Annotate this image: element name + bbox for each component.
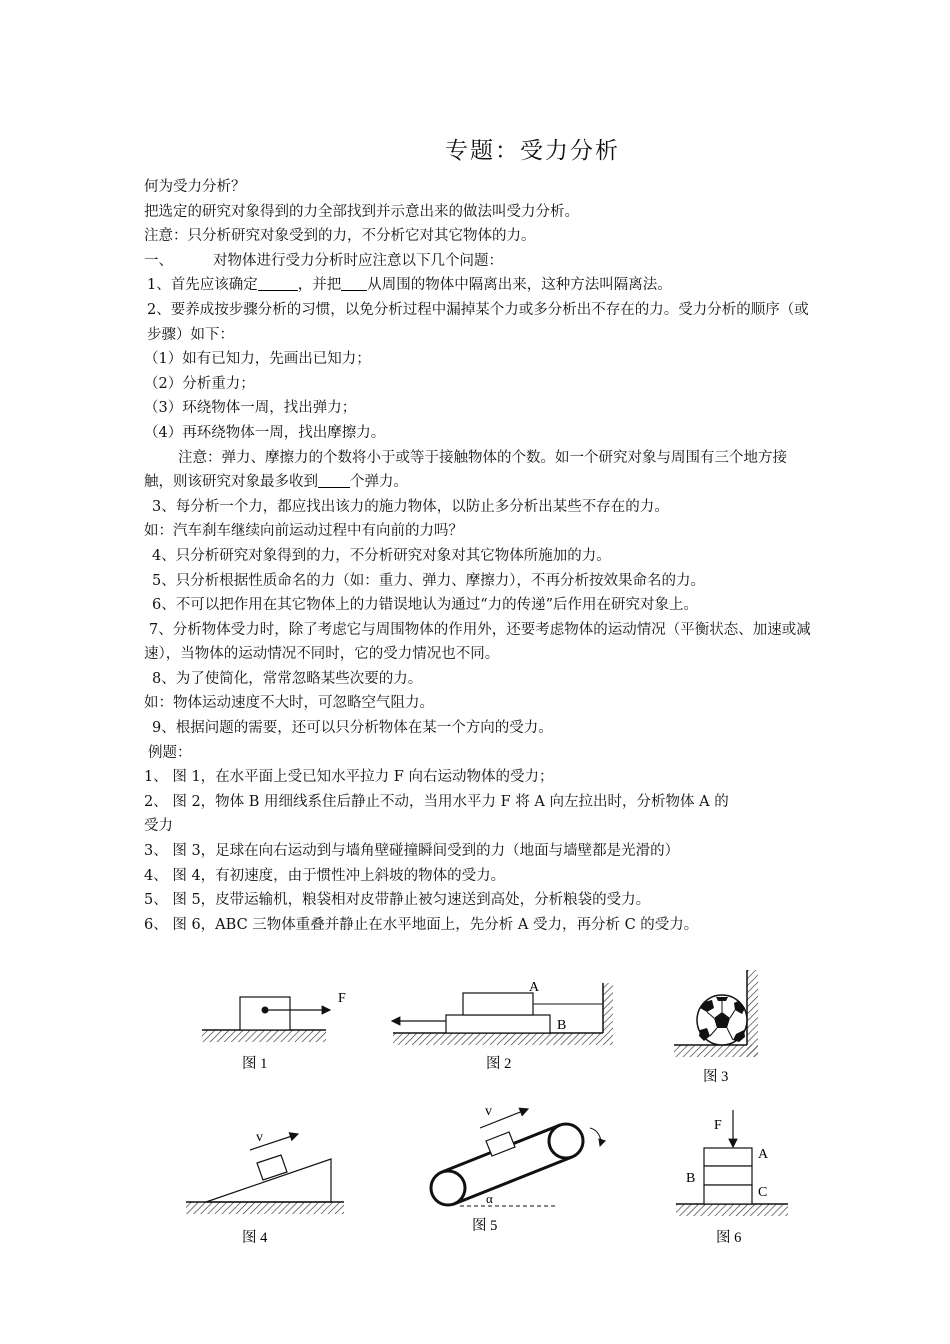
figure-5	[431, 1104, 601, 1234]
ground-hatch	[393, 1033, 603, 1045]
upper-pulley	[549, 1124, 583, 1158]
rotation-arrow-icon	[590, 1128, 601, 1146]
wall-hatch	[747, 970, 758, 1057]
example-3: 3、 图 3，足球在向右运动到与墙角壁碰撞瞬间受到的力（地面与墙壁都是光滑的）	[144, 843, 680, 860]
example-2-continued: 受力	[144, 818, 173, 835]
figure-1	[202, 991, 346, 1072]
ground-hatch	[202, 1030, 326, 1042]
block-C	[704, 1185, 752, 1204]
block-B	[704, 1166, 752, 1185]
item-4: 4、只分析研究对象得到的力，不分析研究对象对其它物体所施加的力。	[152, 547, 611, 564]
figure-3	[674, 970, 758, 1085]
soccer-ball-icon	[697, 995, 747, 1045]
label-A: A	[529, 980, 540, 995]
step-4: （4）再环绕物体一周，找出摩擦力。	[144, 424, 386, 441]
label-B: B	[686, 1171, 696, 1186]
figure-6	[676, 1110, 788, 1246]
item-5: 5、只分析根据性质命名的力（如：重力、弹力、摩擦力），不再分析按效果命名的力。	[152, 572, 705, 589]
example-5: 5、 图 5，皮带运输机，粮袋相对皮带静止被匀速送到高处，分析粮袋的受力。	[144, 892, 651, 909]
examples-label: 例题：	[148, 744, 192, 761]
step-3: （3）环绕物体一周，找出弹力；	[144, 400, 357, 417]
lower-pulley	[431, 1171, 465, 1205]
example-6: 6、 图 6，ABC 三物体重叠并静止在水平地面上，先分析 A 受力，再分析 C 的受力。	[144, 916, 699, 933]
intro-question: 何为受力分析？	[144, 179, 246, 195]
ground-hatch	[186, 1202, 344, 1214]
example-1: 1、 图 1，在水平面上受已知水平拉力 F 向右运动物体的受力；	[144, 769, 554, 786]
step-2: （2）分析重力；	[144, 375, 255, 392]
ground-hatch	[676, 1204, 788, 1216]
label-F: F	[338, 991, 346, 1006]
figure-4	[186, 1130, 344, 1246]
figure-4-caption: 图 4	[242, 1230, 268, 1246]
figure-3-caption: 图 3	[703, 1069, 729, 1085]
grain-sack	[486, 1132, 515, 1156]
block-A	[446, 1015, 550, 1033]
item-6: 6、不可以把作用在其它物体上的力错误地认为通过“力的传递”后作用在研究对象上。	[152, 597, 699, 614]
figure-1-caption: 图 1	[242, 1056, 268, 1072]
item-8-example: 如：物体运动速度不大时，可忽略空气阻力。	[144, 695, 434, 712]
wall-hatch	[603, 983, 613, 1045]
item-3-example: 如：汽车刹车继续向前运动过程中有向前的力吗？	[144, 523, 463, 540]
belt-bottom	[454, 1157, 572, 1204]
example-4: 4、 图 4，有初速度，由于惯性冲上斜坡的物体的受力。	[144, 867, 506, 884]
label-v: v	[256, 1130, 263, 1145]
label-alpha: α	[486, 1191, 493, 1206]
label-F: F	[714, 1118, 722, 1133]
note-elastic-force: 注意：弹力、摩擦力的个数将小于或等于接触物体的个数。如一个研究对象与周围有三个地方接触，则该研究对象最多收到 个弹力。	[144, 449, 787, 491]
example-2: 2、 图 2，物体 B 用细线系住后静止不动，当用水平力 F 将 A 向左拉出时，分析物体 A 的	[144, 793, 729, 810]
figure-2	[392, 980, 613, 1072]
label-A: A	[758, 1147, 769, 1162]
label-C: C	[758, 1185, 768, 1200]
figure-5-caption: 图 5	[472, 1218, 498, 1234]
intro-definition: 把选定的研究对象得到的力全部找到并示意出来的做法叫受力分析。	[144, 203, 579, 220]
label-v: v	[485, 1104, 492, 1119]
ground-hatch	[674, 1045, 758, 1057]
intro-note: 注意：只分析研究对象受到的力，不分析它对其它物体的力。	[144, 228, 536, 245]
figure-6-caption: 图 6	[716, 1230, 742, 1246]
item-7: 7、分析物体受力时，除了考虑它与周围物体的作用外，还要考虑物体的运动情况（平衡状态、加速或减速），当物体的运动情况不同时，它的受力情况也不同。	[144, 621, 811, 663]
item-9: 9、根据问题的需要，还可以只分析物体在某一个方向的受力。	[152, 720, 553, 737]
label-B: B	[557, 1018, 567, 1033]
item-3: 3、每分析一个力，都应找出该力的施力物体，以防止多分析出某些不存在的力。	[152, 498, 669, 515]
figure-2-caption: 图 2	[486, 1056, 512, 1072]
page-title: 专题：受力分析	[445, 138, 620, 164]
item-8: 8、为了使简化，常常忽略某些次要的力。	[152, 670, 423, 687]
section-number: 一、	[144, 252, 173, 269]
item-1: 1、首先应该确定 ，并把 从周围的物体中隔离出来，这种方法叫隔离法。	[147, 277, 672, 294]
step-1: （1）如有已知力，先画出已知力；	[144, 351, 371, 368]
block-A	[704, 1148, 752, 1166]
section-title: 对物体进行受力分析时应注意以下几个问题：	[213, 252, 503, 269]
item-2: 2、要养成按步骤分析的习惯，以免分析过程中漏掉某个力或多分析出不存在的力。受力分析的顺序（或步骤）如下：	[147, 301, 809, 343]
block-B	[463, 993, 533, 1015]
